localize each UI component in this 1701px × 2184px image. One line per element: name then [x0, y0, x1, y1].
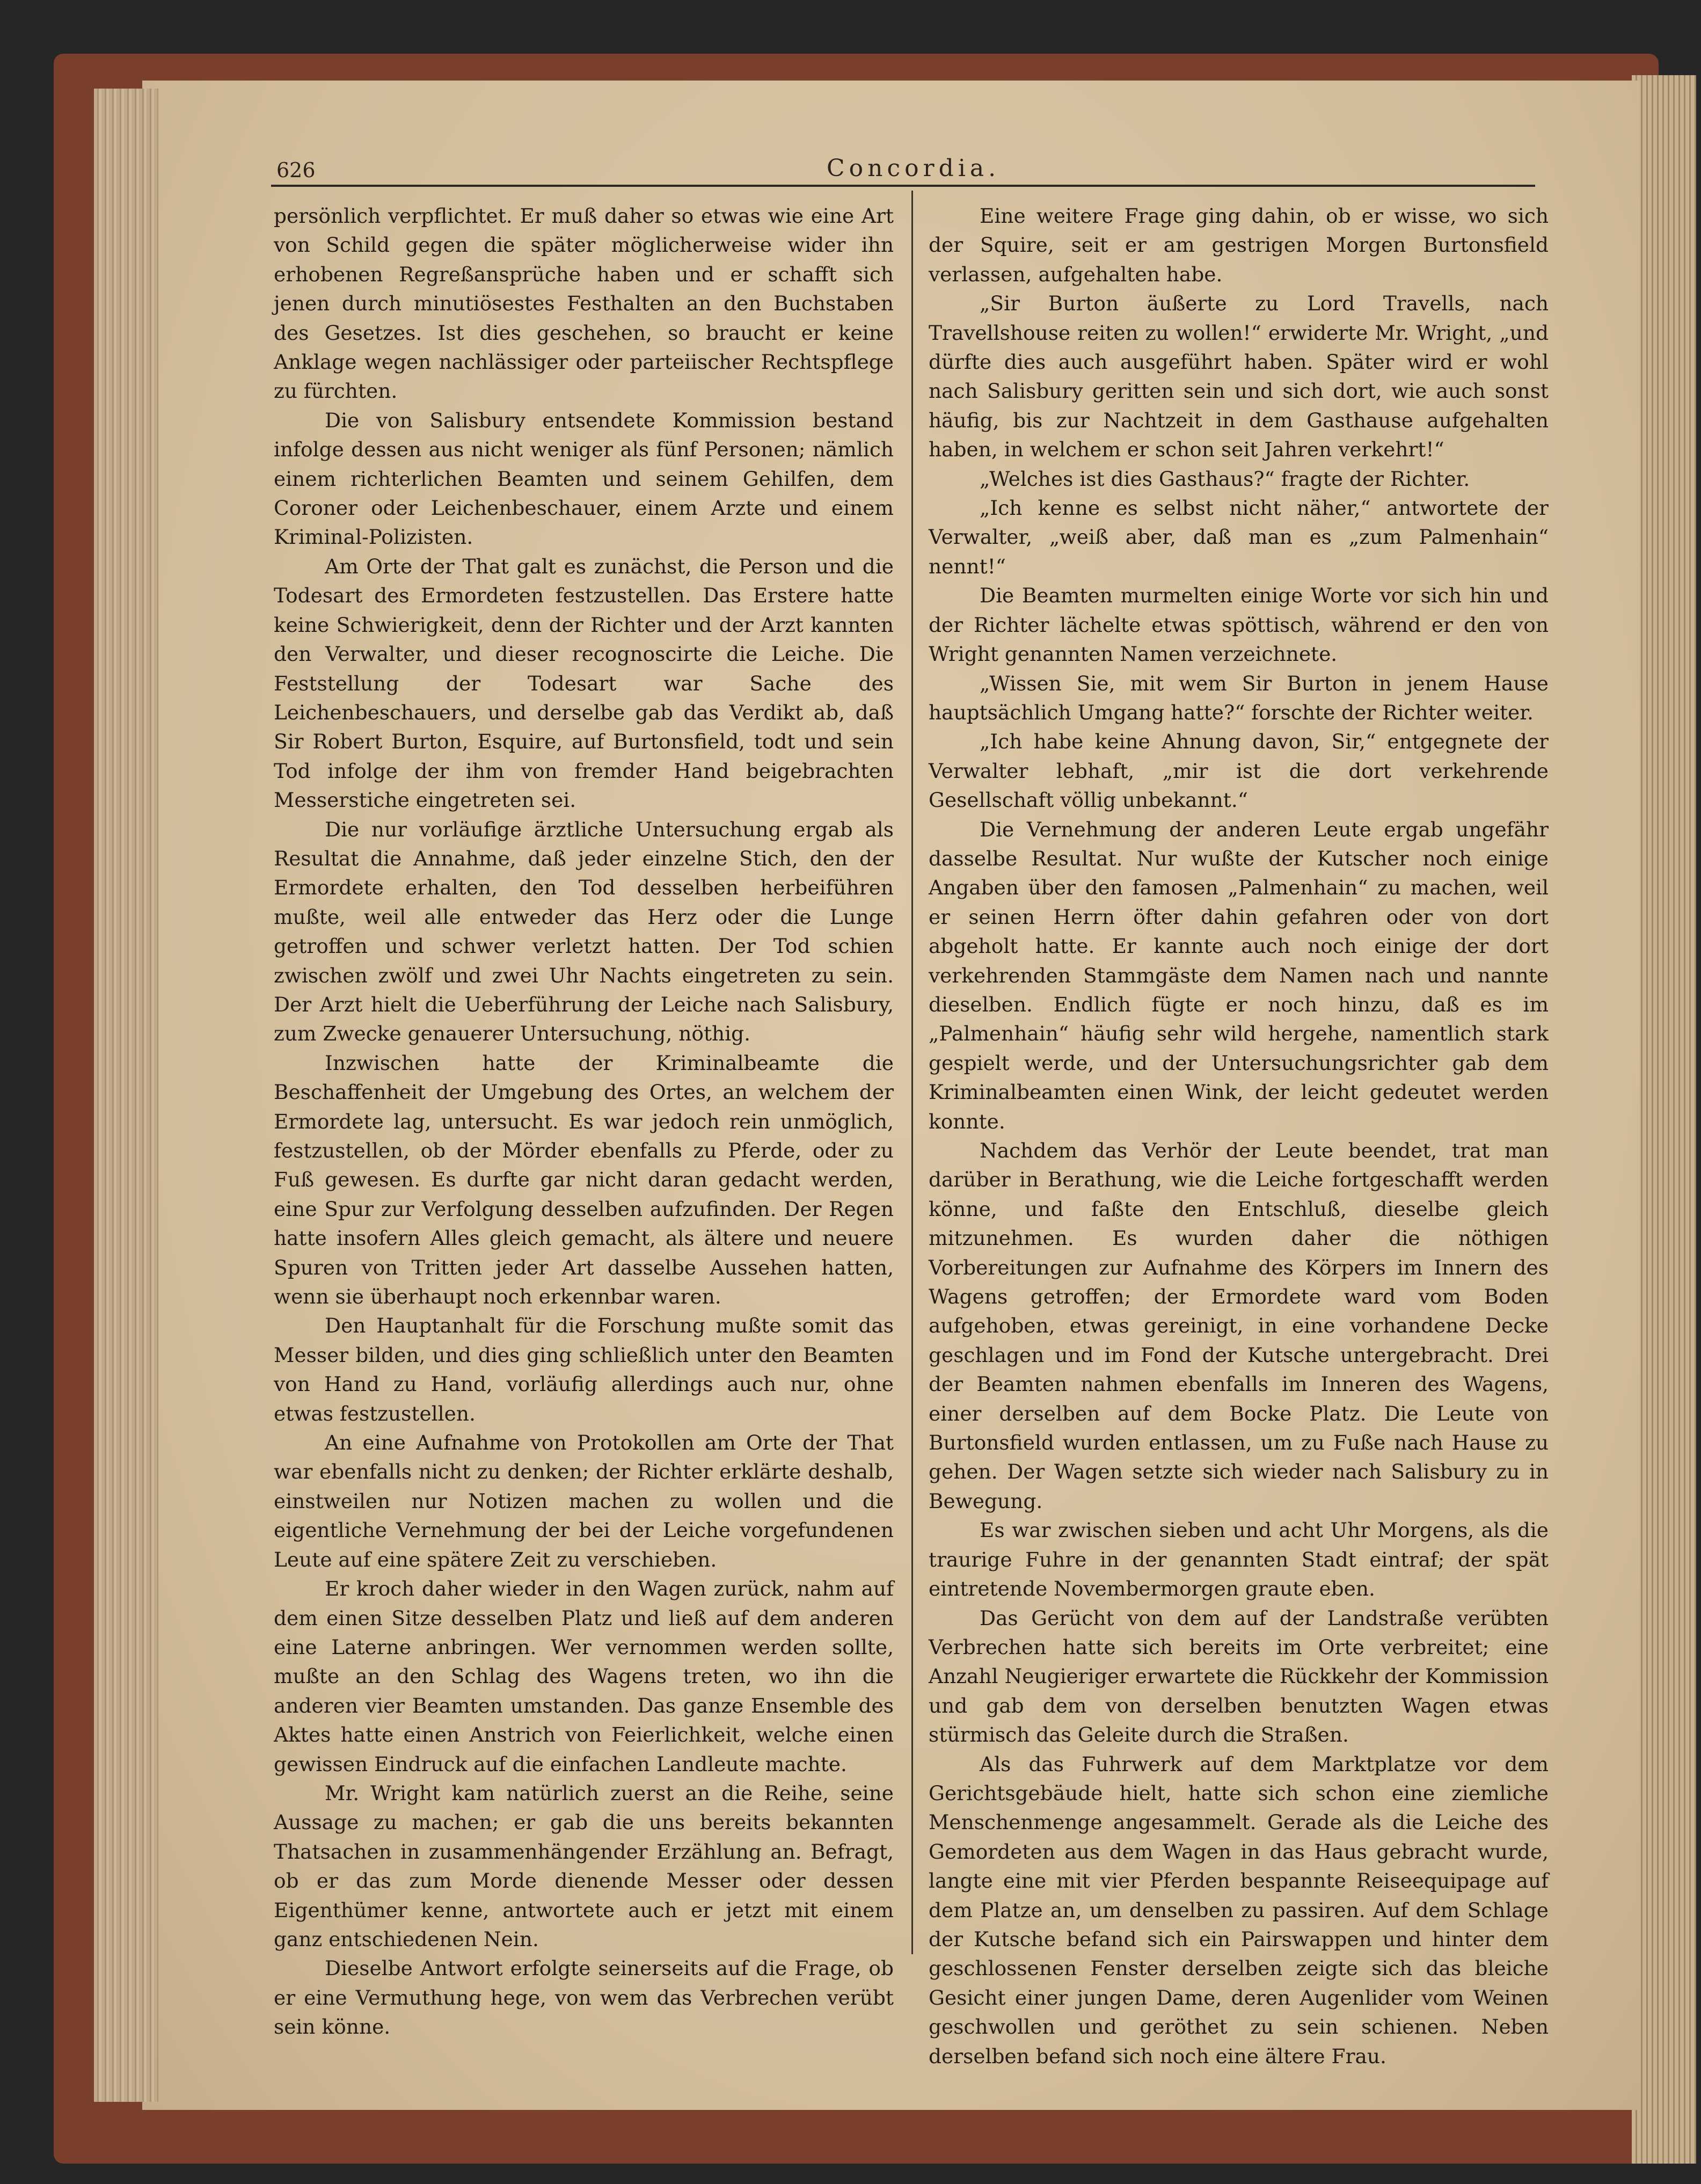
paragraph: Die nur vorläufige ärztliche Untersuchung ergab als Resultat die Annahme, daß jeder einzelne Stich, den der Ermordete erhalten, den Tod desselben herbeiführen mußte, weil alle entweder das Herz oder die Lunge getroffen und schwer verletzt hatten. Der Tod schien zwischen zwölf und zwei Uhr Nachts eingetreten zu sein. Der Arzt hielt die Ueberführung der Leiche nach Salisbury, zum Zwecke genauerer Untersuchung, nöthig.: [274, 817, 894, 1046]
paragraph: „Wissen Sie, mit wem Sir Burton in jenem Hause hauptsächlich Umgang hatte?“ forschte der Richter weiter.: [929, 671, 1549, 724]
paragraph: „Welches ist dies Gasthaus?“ fragte der Richter.: [980, 467, 1470, 491]
paragraph: „Sir Burton äußerte zu Lord Travells, nach Travellshouse reiten zu wollen!“ erwiderte Mr. Wright, „und dürfte dies auch ausgeführt haben. Später wird er wohl nach Salisbury geritten sein und sich dort, wie auch sonst häufig, bis zur Nachtzeit in dem Gasthause aufgehalten haben, in welchem er schon seit Jahren verkehrt!“: [929, 292, 1549, 462]
paragraph: Die Vernehmung der anderen Leute ergab ungefähr dasselbe Resultat. Nur wußte der Kutscher noch einige Angaben über den famosen „Palmenhain“ zu machen, weil er seinen Herrn öfter dahin gefahren oder von dort abgeholt hatte. Er kannte auch noch einige der dort verkehrenden Stammgäste dem Namen nach und nannte dieselben. Endlich fügte er noch hinzu, daß es im „Palmenhain“ häufig sehr wild hergehe, namentlich stark gespielt werde, und der Untersuchungsrichter gab dem Kriminalbeamten einen Wink, der leicht gedeutet werden konnte.: [929, 817, 1549, 1133]
header-rule: [271, 185, 1535, 187]
paragraph: „Ich habe keine Ahnung davon, Sir,“ entgegnete der Verwalter lebhaft, „mir ist die dort verkehrende Gesellschaft völlig unbekannt.“: [929, 730, 1549, 812]
paragraph: Als das Fuhrwerk auf dem Marktplatze vor dem Gerichtsgebäude hielt, hatte sich schon eine ziemliche Menschenmenge angesammelt. Gerade als die Leiche des Gemordeten aus dem Wagen in das Haus gebracht wurde, langte eine mit vier Pferden bespannte Reiseequipage auf dem Platze an, um denselben zu passiren. Auf dem Schlage der Kutsche befand sich ein Pairswappen und hinter dem geschlossenen Fenster derselben zeigte sich das bleiche Gesicht einer jungen Dame, deren Augenlider vom Weinen geschwollen und geröthet zu sein schienen. Neben derselben befand sich noch eine ältere Frau.: [929, 1752, 1549, 2068]
paragraph: Das Gerücht von dem auf der Landstraße verübten Verbrechen hatte sich bereits im Orte verbreitet; eine Anzahl Neugieriger erwartete die Rückkehr der Kommission und gab dem von derselben benutzten Wagen etwas stürmisch das Geleite durch die Straßen.: [929, 1606, 1549, 1747]
page-number: 626: [276, 158, 316, 182]
paragraph: Eine weitere Frage ging dahin, ob er wisse, wo sich der Squire, seit er am gestrigen Morgen Burtonsfield verlassen, aufgehalten habe.: [929, 204, 1549, 286]
running-title: Concordia.: [827, 155, 1001, 182]
paragraph: Die Beamten murmelten einige Worte vor sich hin und der Richter lächelte etwas spöttisch, während er den von Wright genannten Namen verzeichnete.: [929, 584, 1549, 666]
paragraph: Den Hauptanhalt für die Forschung mußte somit das Messer bilden, und dies ging schließlich unter den Beamten von Hand zu Hand, vorläufig allerdings auch nur, ohne etwas festzustellen.: [274, 1314, 894, 1425]
paragraph: Am Orte der That galt es zunächst, die Person und die Todesart des Ermordeten festzustellen. Das Erstere hatte keine Schwierigkeit, denn der Richter und der Arzt kannten den Verwalter, und dieser recognoscirte die Leiche. Die Feststellung der Todesart war Sache des Leichenbeschauers, und derselbe gab das Verdikt ab, daß Sir Robert Burton, Esquire, auf Burtonsfield, todt und sein Tod infolge der ihm von fremder Hand beigebrachten Messerstiche eingetreten sei.: [274, 554, 894, 812]
paragraph: An eine Aufnahme von Protokollen am Orte der That war ebenfalls nicht zu denken; der Richter erklärte deshalb, einstweilen nur Notizen machen zu wollen und die eigentliche Vernehmung der bei der Leiche vorgefundenen Leute auf eine spätere Zeit zu verschieben.: [274, 1431, 894, 1571]
paragraph: Inzwischen hatte der Kriminalbeamte die Beschaffenheit der Umgebung des Ortes, an welchem der Ermordete lag, untersucht. Es war jedoch rein unmöglich, festzustellen, ob der Mörder ebenfalls zu Pferde, oder zu Fuß gewesen. Es durfte gar nicht daran gedacht werden, eine Spur zur Verfolgung desselben aufzufinden. Der Regen hatte insofern Alles gleich gemacht, als ältere und neuere Spuren von Tritten jeder Art dasselbe Aussehen hatten, wenn sie überhaupt noch erkennbar waren.: [274, 1051, 894, 1309]
paragraph: „Ich kenne es selbst nicht näher,“ antwortete der Verwalter, „weiß aber, daß man es „zum Palmenhain“ nennt!“: [929, 496, 1549, 578]
paragraph: Die von Salisbury entsendete Kommission bestand infolge dessen aus nicht weniger als fünf Personen; nämlich einem richterlichen Beamten und seinem Gehilfen, dem Coroner oder Leichenbeschauer, einem Arzte und einem Kriminal-Polizisten.: [274, 408, 894, 549]
paragraph: Es war zwischen sieben und acht Uhr Morgens, als die traurige Fuhre in der genannten Stadt eintraf; der spät eintretende Novembermorgen graute eben.: [929, 1518, 1549, 1601]
paragraph: Dieselbe Antwort erfolgte seinerseits auf die Frage, ob er eine Vermuthung hege, von wem das Verbrechen verübt sein könne.: [274, 1956, 894, 2039]
paragraph: Er kroch daher wieder in den Wagen zurück, nahm auf dem einen Sitze desselben Platz und ließ auf dem anderen eine Laterne anbringen. Wer vernommen werden sollte, mußte an den Schlag des Wagens treten, wo ihn die anderen vier Beamten umstanden. Das ganze Ensemble des Aktes hatte einen Anstrich von Feierlichkeit, welche einen gewissen Eindruck auf die einfachen Landleute machte.: [274, 1577, 894, 1776]
right-column: [929, 201, 1549, 2068]
paragraph: Nachdem das Verhör der Leute beendet, trat man darüber in Berathung, wie die Leiche fortgeschafft werden könne, und faßte den Entschluß, dieselbe gleich mitzunehmen. Es wurden daher die nöthigen Vorbereitungen zur Aufnahme des Körpers im Innern des Wagens getroffen; der Ermordete ward vom Boden aufgehoben, etwas gereinigt, in eine vorhandene Decke geschlagen und im Fond der Kutsche untergebracht. Drei der Beamten nahmen ebenfalls im Inneren des Wagens, einer derselben auf dem Bocke Platz. Die Leute von Burtonsfield wurden entlassen, um zu Fuße nach Hause zu gehen. Der Wagen setzte sich wieder nach Salisbury zu in Bewegung.: [929, 1139, 1549, 1513]
page-stack-edge: [94, 89, 158, 2102]
facing-page-edge: [1632, 75, 1696, 2164]
paragraph: persönlich verpflichtet. Er muß daher so etwas wie eine Art von Schild gegen die später möglicherweise wider ihn erhobenen Regreßansprüche haben und er schafft sich jenen durch minutiösestes Festhalten an den Buchstaben des Gesetzes. Ist dies geschehen, so braucht er keine Anklage wegen nachlässiger oder parteiischer Rechtspflege zu fürchten.: [274, 204, 894, 403]
left-column: [274, 201, 894, 2039]
paragraph: Mr. Wright kam natürlich zuerst an die Reihe, seine Aussage zu machen; er gab die uns bereits bekannten Thatsachen in zusammenhängender Erzählung an. Befragt, ob er das zum Morde dienende Messer oder dessen Eigenthümer kenne, antwortete auch er jetzt mit einem ganz entschiedenen Nein.: [274, 1781, 894, 1951]
column-divider: [911, 191, 913, 1954]
